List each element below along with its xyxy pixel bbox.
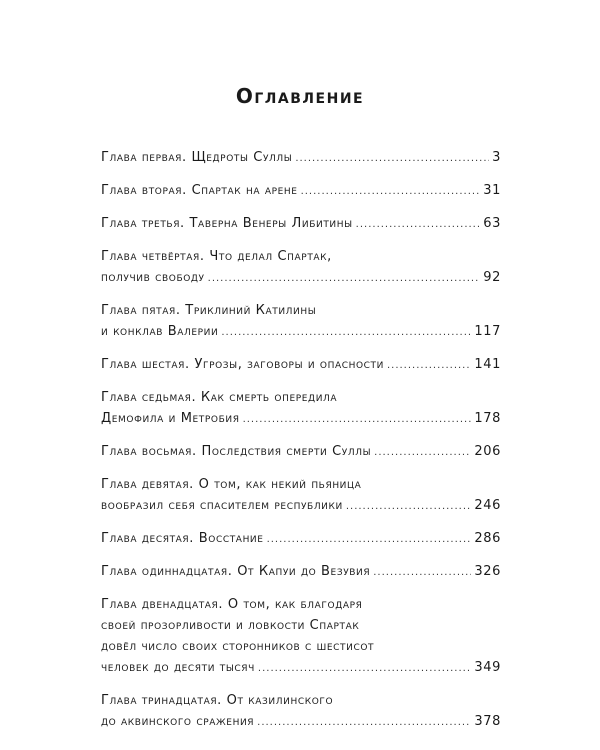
toc-page-number: 206 [474,444,501,459]
toc-page-number: 141 [474,357,501,372]
toc-entry-text: Глава вторая. Спартак на арене [101,183,298,198]
toc-entry-line: Глава четвёртая. Что делал Спартак, [101,249,332,264]
toc-entry[interactable] [101,246,501,288]
toc-entry-text: и конклав Валерии [101,324,219,339]
toc-entry[interactable] [101,147,501,168]
toc-entry[interactable] [101,300,501,342]
toc-entry-text: человек до десяти тысяч [101,660,255,675]
toc-entry-line: довёл число своих сторонников с шестисот [101,639,375,654]
toc-entry[interactable] [101,561,501,582]
toc-entry-text: Глава третья. Таверна Венеры Либитины [101,216,353,231]
toc-page-number: 378 [474,714,501,729]
toc-entry-line: Глава двенадцатая. О том, как благодаря [101,597,363,612]
toc-entry-line [101,711,501,732]
toc-entry-text: Глава первая. Щедроты Суллы [101,150,293,165]
toc-entry-text: получив свободу [101,270,205,285]
toc-page-number: 286 [474,531,501,546]
toc-page-number: 117 [474,324,501,339]
dot-leader [221,322,471,343]
dot-leader [374,442,471,463]
table-of-contents [101,147,501,744]
dot-leader [208,268,481,289]
dot-leader [301,181,481,202]
toc-entry[interactable] [101,180,501,201]
toc-entry-line [101,321,501,342]
toc-page-number: 3 [492,150,501,165]
dot-leader [356,214,481,235]
page-title: Оглавление [235,84,365,108]
toc-entry[interactable] [101,594,501,678]
dot-leader [373,562,471,583]
toc-page-number: 31 [483,183,501,198]
toc-entry[interactable] [101,528,501,549]
toc-entry-line [101,528,501,549]
toc-entry-line: Глава седьмая. Как смерть опередила [101,390,338,405]
toc-page-number: 92 [483,270,501,285]
toc-entry-line: Глава девятая. О том, как некий пьяница [101,477,362,492]
toc-entry-line: Глава пятая. Триклиний Катилины [101,303,317,318]
dot-leader [258,658,471,679]
toc-entry-line [101,180,501,201]
dot-leader [257,712,471,733]
toc-entry-text: Глава восьмая. Последствия смерти Суллы [101,444,372,459]
toc-page-number: 63 [483,216,501,231]
toc-entry-text: до аквинского сражения [101,714,255,729]
toc-entry-line [101,657,501,678]
toc-entry-text: Глава одиннадцатая. От Капуи до Везувия [101,564,371,579]
toc-page-number: 246 [474,498,501,513]
dot-leader [346,496,472,517]
dot-leader [243,409,472,430]
dot-leader [387,355,471,376]
toc-entry-text: Демофила и Метробия [101,411,240,426]
toc-entry-line [101,408,501,429]
dot-leader [295,148,489,169]
toc-entry-text: вообразил себя спасителем республики [101,498,343,513]
toc-page-number: 326 [474,564,501,579]
toc-entry-line [101,354,501,375]
toc-entry-text: Глава шестая. Угрозы, заговоры и опасности [101,357,384,372]
toc-entry-text: Глава десятая. Восстание [101,531,264,546]
dot-leader [267,529,472,550]
toc-entry[interactable] [101,354,501,375]
toc-entry-line [101,213,501,234]
toc-entry-line: Глава тринадцатая. От казилинского [101,693,334,708]
toc-entry-line [101,267,501,288]
toc-page-number: 178 [474,411,501,426]
toc-entry[interactable] [101,213,501,234]
toc-entry-line [101,147,501,168]
toc-entry-line [101,441,501,462]
toc-entry-line [101,495,501,516]
toc-entry[interactable] [101,441,501,462]
toc-entry[interactable] [101,387,501,429]
toc-entry-line: своей прозорливости и ловкости Спартак [101,618,360,633]
toc-entry[interactable] [101,474,501,516]
toc-page-number: 349 [474,660,501,675]
toc-entry-line [101,561,501,582]
toc-entry[interactable] [101,690,501,732]
